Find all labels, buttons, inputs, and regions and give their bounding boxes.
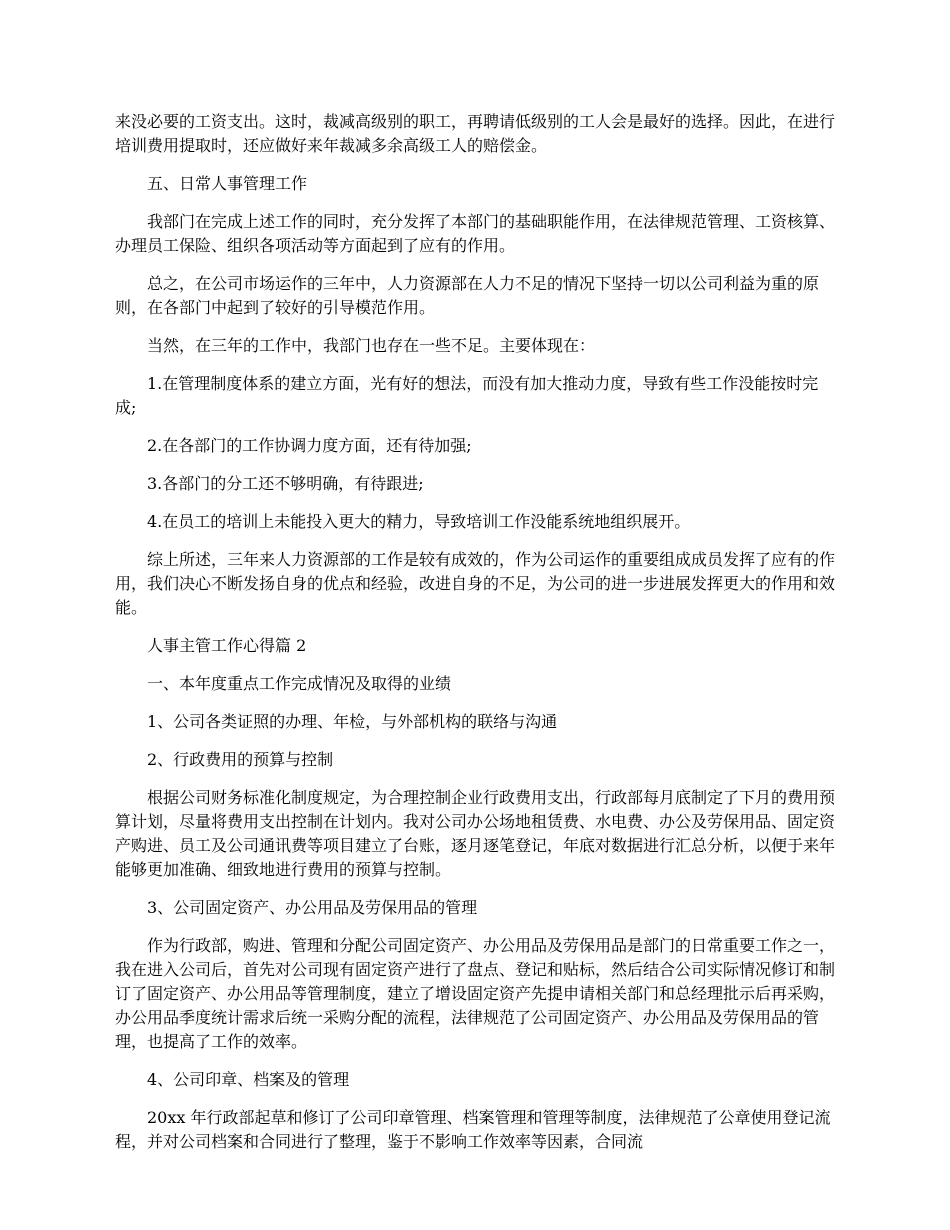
- section-heading: 五、日常人事管理工作: [147, 174, 308, 193]
- body-paragraph: 20xx 年行政部起草和修订了公司印章管理、档案管理和管理等制度，法律规范了公章使用登记流程，并对公司档案和合同进行了整理，鉴于不影响工作效率等因素，合同流: [115, 1108, 831, 1151]
- subsection-heading: 1、公司各类证照的办理、年检，与外部机构的联络与沟通: [147, 712, 558, 731]
- list-item: 2.在各部门的工作协调力度方面，还有待加强;: [147, 436, 472, 455]
- subsection-heading: 3、公司固定资产、办公用品及劳保用品的管理: [147, 898, 478, 917]
- article-title: 人事主管工作心得篇 2: [147, 636, 307, 655]
- list-item: 4.在员工的培训上未能投入更大的精力，导致培训工作没能系统地组织展开。: [147, 512, 691, 531]
- body-paragraph: 作为行政部，购进、管理和分配公司固定资产、办公用品及劳保用品是部门的日常重要工作之一，我在进入公司后，首先对公司现有固定资产进行了盘点、登记和贴标，然后结合公司实际情况修订和制订了固定资产、办公用品等管理制度，建立了增设固定资产先提申请相关部门和总经理批示后再采购，办公用品季度统计需求后统一采购分配的流程，法律规范了公司固定资产、办公用品及劳保用品的管理，也提高了工作的效率。: [115, 936, 836, 1051]
- body-paragraph: 根据公司财务标准化制度规定，为合理控制企业行政费用支出，行政部每月底制定了下月的费用预算计划，尽量将费用支出控制在计划内。我对公司办公场地租赁费、水电费、办公及劳保用品、固定资产购进、员工及公司通讯费等项目建立了台账，逐月逐笔登记，年底对数据进行汇总分析，以便于来年能够更加准确、细致地进行费用的预算与控制。: [115, 788, 836, 879]
- body-paragraph: 我部门在完成上述工作的同时，充分发挥了本部门的基础职能作用，在法律规范管理、工资核算、办理员工保险、组织各项活动等方面起到了应有的作用。: [115, 212, 836, 255]
- list-item: 3.各部门的分工还不够明确，有待跟进;: [147, 474, 424, 493]
- body-paragraph: 当然，在三年的工作中，我部门也存在一些不足。主要体现在：: [147, 336, 596, 355]
- body-paragraph: 总之，在公司市场运作的三年中，人力资源部在人力不足的情况下坚持一切以公司利益为重的原则，在各部门中起到了较好的引导模范作用。: [115, 274, 820, 317]
- body-paragraph: 来没必要的工资支出。这时，裁减高级别的职工，再聘请低级别的工人会是最好的选择。因此，在进行培训费用提取时，还应做好来年裁减多余高级工人的赔偿金。: [115, 112, 836, 155]
- section-heading: 一、本年度重点工作完成情况及取得的业绩: [147, 674, 452, 693]
- subsection-heading: 2、行政费用的预算与控制: [147, 750, 334, 769]
- body-paragraph: 综上所述，三年来人力资源部的工作是较有成效的，作为公司运作的重要组成成员发挥了应有的作用，我们决心不断发扬自身的优点和经验，改进自身的不足，为公司的进一步进展发挥更大的作用和效能。: [115, 550, 836, 617]
- subsection-heading: 4、公司印章、档案及的管理: [147, 1070, 350, 1089]
- document-page: [115, 110, 835, 1168]
- list-item: 1.在管理制度体系的建立方面，光有好的想法，而没有加大推动力度，导致有些工作没能按时完成;: [115, 374, 819, 417]
